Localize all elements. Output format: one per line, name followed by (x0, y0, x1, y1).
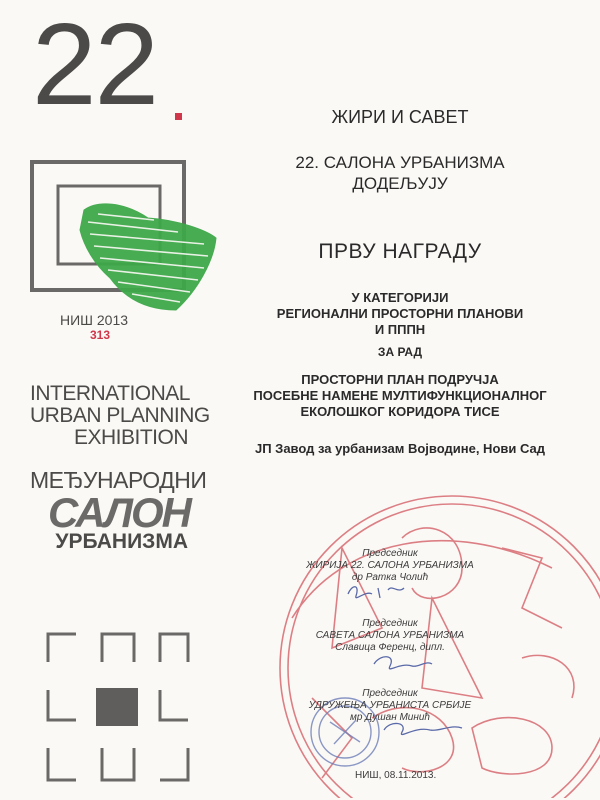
signatory-3-body: УДРУЖЕЊА УРБАНИСТА СРБИЈЕ (308, 700, 472, 711)
exhibition-line-3: EXHIBITION (73, 426, 188, 449)
award-salon-line-1: 22. САЛОНА УРБАНИЗМА (295, 153, 505, 172)
award-category (210, 290, 590, 338)
signatory-1-body: ЖИРИЈА 22. САЛОНА УРБАНИЗМА (306, 560, 474, 571)
signatory-2-body: САВЕТА САЛОНА УРБАНИЗМА (315, 630, 465, 641)
work-line-3: ЕКОЛОШКОГ КОРИДОРА ТИСЕ (300, 404, 500, 419)
corner-grid-icon (44, 630, 194, 790)
salon-logo-icon (28, 160, 218, 320)
award-salon (210, 152, 590, 194)
work-line-1: ПРОСТОРНИ ПЛАН ПОДРУЧЈА (301, 372, 499, 387)
issue-date: НИШ, 08.11.2013. (355, 770, 437, 781)
exhibition-local-line-1: МЕЂУНАРОДНИ (30, 467, 207, 493)
category-line-2: РЕГИОНАЛНИ ПРОСТОРНИ ПЛАНОВИ (276, 306, 524, 321)
signatory-3-title: Председник (362, 688, 418, 699)
work-title (210, 372, 590, 420)
exhibition-title-en (30, 382, 210, 449)
exhibition-line-1: INTERNATIONAL (30, 382, 190, 405)
edition-code: 313 (90, 328, 111, 342)
edition-number: 22 (32, 0, 158, 129)
for-work-label: ЗА РАД (377, 345, 423, 359)
handwritten-signatures-icon (300, 570, 500, 750)
signatory-2-title: Председник (362, 618, 418, 629)
award-recipient: ЈП Завод за урбанизам Војводине, Нови Сад (254, 441, 546, 456)
award-prize: ПРВУ НАГРАДУ (318, 240, 482, 263)
category-line-3: И ПППН (374, 322, 426, 337)
signatory-1-title: Председник (362, 548, 418, 559)
exhibition-line-2: URBAN PLANNING (30, 404, 210, 427)
city-year: НИШ 2013 (60, 312, 129, 328)
signatory-3-name: мр Душан Минић (349, 712, 430, 723)
work-line-2: ПОСЕБНЕ НАМЕНЕ МУЛТИФУНКЦИОНАЛНОГ (253, 388, 547, 403)
signatory-2-name: Славица Ференц, дипл. (335, 642, 445, 653)
exhibition-local-line-3: УРБАНИЗМА (55, 530, 188, 553)
accent-dot (175, 113, 182, 120)
signatory-1-name: др Ратка Чолић (351, 572, 429, 583)
category-line-1: У КАТЕГОРИЈИ (351, 290, 449, 305)
exhibition-local-line-2: САЛОН (48, 489, 190, 536)
award-issuer: ЖИРИ И САВЕТ (331, 107, 469, 127)
award-salon-line-2: ДОДЕЉУЈУ (352, 174, 448, 193)
